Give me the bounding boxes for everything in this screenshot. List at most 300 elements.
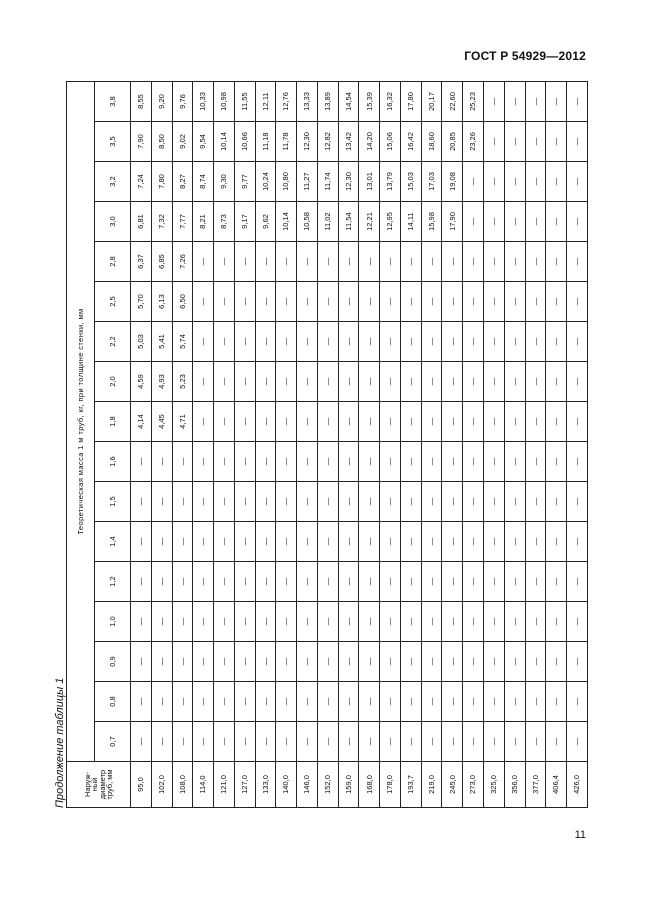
- mass-cell: —: [276, 562, 297, 602]
- mass-cell: —: [504, 402, 525, 442]
- mass-cell: —: [276, 482, 297, 522]
- diameter-cell: 273,0: [463, 762, 484, 808]
- mass-cell: —: [193, 642, 214, 682]
- mass-cell: —: [421, 282, 442, 322]
- mass-cell: —: [151, 562, 172, 602]
- mass-cell: —: [463, 522, 484, 562]
- mass-cell: —: [463, 442, 484, 482]
- thickness-header-cell: 2,8: [95, 242, 131, 282]
- mass-cell: 14,11: [400, 202, 421, 242]
- table-row: [131, 82, 152, 808]
- mass-cell: —: [193, 242, 214, 282]
- mass-cell: —: [131, 562, 152, 602]
- table-row: [338, 82, 359, 808]
- mass-cell: 4,93: [151, 362, 172, 402]
- mass-cell: —: [151, 722, 172, 762]
- mass-cell: —: [234, 602, 255, 642]
- mass-cell: —: [525, 642, 546, 682]
- mass-cell: —: [276, 442, 297, 482]
- mass-cell: —: [442, 442, 463, 482]
- mass-cell: 6,85: [151, 242, 172, 282]
- mass-cell: —: [421, 322, 442, 362]
- mass-cell: —: [484, 162, 505, 202]
- mass-cell: 19,08: [442, 162, 463, 202]
- mass-cell: —: [567, 82, 588, 122]
- mass-cell: —: [338, 242, 359, 282]
- mass-cell: —: [484, 602, 505, 642]
- mass-cell: —: [297, 642, 318, 682]
- mass-cell: 8,74: [193, 162, 214, 202]
- mass-cell: —: [255, 322, 276, 362]
- diameter-cell: 245,0: [442, 762, 463, 808]
- diameter-header-line: диаметр: [97, 769, 107, 800]
- mass-cell: —: [442, 722, 463, 762]
- mass-cell: —: [463, 482, 484, 522]
- mass-cell: —: [172, 562, 193, 602]
- diameter-cell: 146,0: [297, 762, 318, 808]
- mass-cell: —: [525, 602, 546, 642]
- mass-cell: —: [463, 322, 484, 362]
- thickness-header-cell: 0,8: [95, 682, 131, 722]
- mass-cell: —: [380, 642, 401, 682]
- mass-cell: 9,20: [151, 82, 172, 122]
- mass-cell: 6,81: [131, 202, 152, 242]
- mass-cell: —: [214, 242, 235, 282]
- table-row: [484, 82, 505, 808]
- diameter-cell: 114,0: [193, 762, 214, 808]
- rotated-table-wrapper: [66, 81, 588, 808]
- mass-cell: 16,32: [380, 82, 401, 122]
- mass-cell: —: [338, 482, 359, 522]
- thickness-header-cell: 1,0: [95, 602, 131, 642]
- mass-cell: —: [359, 522, 380, 562]
- mass-cell: —: [484, 442, 505, 482]
- mass-cell: —: [525, 122, 546, 162]
- mass-cell: —: [380, 682, 401, 722]
- mass-cell: —: [484, 322, 505, 362]
- mass-cell: 10,58: [297, 202, 318, 242]
- mass-cell: —: [442, 642, 463, 682]
- mass-cell: —: [297, 282, 318, 322]
- mass-cell: —: [276, 602, 297, 642]
- mass-cell: —: [504, 482, 525, 522]
- mass-cell: —: [214, 482, 235, 522]
- mass-cell: —: [172, 682, 193, 722]
- mass-cell: —: [463, 602, 484, 642]
- mass-cell: —: [172, 442, 193, 482]
- mass-cell: —: [359, 362, 380, 402]
- mass-cell: —: [525, 442, 546, 482]
- thickness-header-cell: 3,2: [95, 162, 131, 202]
- mass-cell: —: [400, 722, 421, 762]
- diameter-cell: 152,0: [317, 762, 338, 808]
- mass-cell: —: [525, 82, 546, 122]
- mass-cell: —: [193, 402, 214, 442]
- mass-cell: 25,23: [463, 82, 484, 122]
- mass-cell: 14,54: [338, 82, 359, 122]
- table-row: [276, 82, 297, 808]
- mass-cell: 13,79: [380, 162, 401, 202]
- mass-cell: —: [380, 482, 401, 522]
- mass-cell: —: [504, 362, 525, 402]
- mass-cell: —: [567, 722, 588, 762]
- mass-cell: —: [214, 522, 235, 562]
- pipe-mass-table: [66, 81, 588, 808]
- mass-cell: 5,23: [172, 362, 193, 402]
- mass-cell: —: [338, 402, 359, 442]
- mass-cell: —: [504, 682, 525, 722]
- mass-cell: —: [484, 122, 505, 162]
- mass-cell: —: [214, 642, 235, 682]
- mass-cell: —: [214, 442, 235, 482]
- mass-cell: 12,21: [359, 202, 380, 242]
- mass-cell: —: [193, 722, 214, 762]
- mass-cell: —: [567, 162, 588, 202]
- mass-cell: 15,39: [359, 82, 380, 122]
- mass-cell: —: [400, 682, 421, 722]
- mass-cell: —: [400, 522, 421, 562]
- mass-cell: 7,80: [151, 162, 172, 202]
- mass-cell: —: [276, 722, 297, 762]
- mass-cell: 18,60: [421, 122, 442, 162]
- mass-cell: —: [567, 682, 588, 722]
- mass-cell: 9,77: [234, 162, 255, 202]
- mass-cell: —: [380, 322, 401, 362]
- mass-cell: —: [525, 482, 546, 522]
- mass-cell: —: [567, 482, 588, 522]
- mass-cell: —: [297, 522, 318, 562]
- mass-cell: 8,73: [214, 202, 235, 242]
- mass-cell: —: [255, 682, 276, 722]
- mass-cell: —: [380, 362, 401, 402]
- mass-cell: —: [234, 402, 255, 442]
- mass-cell: —: [400, 242, 421, 282]
- mass-cell: —: [567, 202, 588, 242]
- mass-cell: —: [463, 202, 484, 242]
- mass-cell: —: [297, 322, 318, 362]
- mass-cell: 12,11: [255, 82, 276, 122]
- table-row: [193, 82, 214, 808]
- mass-cell: —: [400, 282, 421, 322]
- diameter-cell: 168,0: [359, 762, 380, 808]
- table-row: [172, 82, 193, 808]
- table-row: [400, 82, 421, 808]
- mass-cell: —: [567, 442, 588, 482]
- mass-cell: 4,45: [151, 402, 172, 442]
- mass-cell: —: [317, 402, 338, 442]
- mass-cell: —: [546, 642, 567, 682]
- thickness-header-cell: 2,2: [95, 322, 131, 362]
- mass-cell: —: [421, 442, 442, 482]
- mass-cell: 8,21: [193, 202, 214, 242]
- mass-cell: —: [546, 162, 567, 202]
- mass-cell: —: [131, 522, 152, 562]
- mass-cell: —: [400, 322, 421, 362]
- mass-cell: —: [234, 482, 255, 522]
- mass-cell: —: [214, 282, 235, 322]
- mass-cell: —: [317, 482, 338, 522]
- mass-cell: —: [255, 722, 276, 762]
- table-row: [151, 82, 172, 808]
- mass-cell: 11,02: [317, 202, 338, 242]
- mass-cell: —: [484, 682, 505, 722]
- mass-cell: —: [525, 522, 546, 562]
- mass-cell: —: [255, 362, 276, 402]
- mass-cell: —: [255, 482, 276, 522]
- mass-cell: —: [359, 482, 380, 522]
- mass-cell: —: [421, 362, 442, 402]
- mass-cell: 15,98: [421, 202, 442, 242]
- thickness-header-cell: 3,5: [95, 122, 131, 162]
- mass-cell: —: [151, 482, 172, 522]
- mass-cell: —: [276, 362, 297, 402]
- mass-cell: —: [525, 242, 546, 282]
- mass-cell: —: [172, 642, 193, 682]
- mass-cell: —: [504, 442, 525, 482]
- mass-cell: —: [400, 402, 421, 442]
- diameter-cell: 178,0: [380, 762, 401, 808]
- mass-cell: —: [525, 362, 546, 402]
- diameter-cell: 406,4: [546, 762, 567, 808]
- mass-cell: 10,14: [214, 122, 235, 162]
- mass-cell: —: [338, 282, 359, 322]
- mass-cell: —: [504, 162, 525, 202]
- mass-cell: 12,95: [380, 202, 401, 242]
- mass-cell: —: [546, 562, 567, 602]
- mass-cell: —: [504, 282, 525, 322]
- mass-cell: —: [338, 642, 359, 682]
- mass-cell: —: [484, 242, 505, 282]
- mass-cell: —: [359, 442, 380, 482]
- mass-cell: —: [546, 122, 567, 162]
- mass-cell: —: [400, 482, 421, 522]
- mass-cell: —: [276, 642, 297, 682]
- mass-cell: —: [567, 362, 588, 402]
- mass-cell: —: [463, 722, 484, 762]
- table-row: [442, 82, 463, 808]
- mass-cell: —: [525, 282, 546, 322]
- mass-cell: —: [421, 562, 442, 602]
- mass-cell: —: [380, 722, 401, 762]
- mass-cell: —: [317, 322, 338, 362]
- mass-cell: —: [546, 202, 567, 242]
- mass-cell: —: [317, 562, 338, 602]
- thickness-header-cell: 0,7: [95, 722, 131, 762]
- mass-cell: —: [338, 602, 359, 642]
- mass-cell: —: [359, 602, 380, 642]
- mass-cell: 13,42: [338, 122, 359, 162]
- mass-cell: —: [234, 642, 255, 682]
- mass-cell: 8,55: [131, 82, 152, 122]
- table-row: [214, 82, 235, 808]
- mass-cell: 5,03: [131, 322, 152, 362]
- mass-cell: —: [525, 562, 546, 602]
- mass-cell: —: [234, 682, 255, 722]
- mass-cell: —: [131, 642, 152, 682]
- mass-cell: 7,90: [131, 122, 152, 162]
- mass-cell: —: [131, 722, 152, 762]
- table-row: [567, 82, 588, 808]
- mass-cell: —: [546, 482, 567, 522]
- mass-cell: —: [463, 682, 484, 722]
- mass-cell: —: [317, 642, 338, 682]
- mass-cell: 6,50: [172, 282, 193, 322]
- mass-cell: —: [484, 722, 505, 762]
- mass-cell: —: [297, 442, 318, 482]
- diameter-cell: 95,0: [131, 762, 152, 808]
- mass-cell: —: [504, 202, 525, 242]
- mass-cell: 20,85: [442, 122, 463, 162]
- table-row: [359, 82, 380, 808]
- table-row: [255, 82, 276, 808]
- mass-cell: —: [546, 322, 567, 362]
- mass-cell: 17,90: [442, 202, 463, 242]
- mass-cell: —: [276, 522, 297, 562]
- mass-cell: 7,77: [172, 202, 193, 242]
- mass-cell: —: [338, 722, 359, 762]
- mass-cell: —: [504, 642, 525, 682]
- mass-cell: 10,24: [255, 162, 276, 202]
- thickness-header-cell: 1,6: [95, 442, 131, 482]
- mass-cell: 12,82: [317, 122, 338, 162]
- mass-cell: —: [380, 442, 401, 482]
- thickness-header-cell: 1,8: [95, 402, 131, 442]
- mass-cell: —: [276, 242, 297, 282]
- mass-cell: 12,30: [338, 162, 359, 202]
- mass-cell: 4,71: [172, 402, 193, 442]
- mass-cell: 15,03: [400, 162, 421, 202]
- mass-cell: —: [172, 482, 193, 522]
- mass-cell: —: [484, 482, 505, 522]
- table-row: [297, 82, 318, 808]
- diameter-cell: 193,7: [400, 762, 421, 808]
- mass-cell: —: [297, 242, 318, 282]
- mass-cell: —: [255, 642, 276, 682]
- diameter-cell: 127,0: [234, 762, 255, 808]
- thickness-header-cell: 2,0: [95, 362, 131, 402]
- mass-cell: 13,33: [297, 82, 318, 122]
- table-row: [380, 82, 401, 808]
- diameter-cell: 121,0: [214, 762, 235, 808]
- mass-cell: 12,76: [276, 82, 297, 122]
- mass-cell: 14,20: [359, 122, 380, 162]
- mass-cell: —: [193, 522, 214, 562]
- mass-cell: —: [255, 282, 276, 322]
- mass-cell: —: [359, 642, 380, 682]
- diameter-cell: 159,0: [338, 762, 359, 808]
- mass-cell: —: [380, 522, 401, 562]
- mass-cell: —: [151, 442, 172, 482]
- mass-cell: —: [317, 442, 338, 482]
- mass-cell: —: [546, 82, 567, 122]
- thickness-header-cell: 1,4: [95, 522, 131, 562]
- mass-cell: —: [504, 602, 525, 642]
- mass-cell: 6,13: [151, 282, 172, 322]
- mass-cell: —: [400, 642, 421, 682]
- diameter-cell: 133,0: [255, 762, 276, 808]
- mass-cell: —: [567, 602, 588, 642]
- mass-cell: —: [297, 482, 318, 522]
- mass-cell: —: [380, 242, 401, 282]
- mass-cell: —: [317, 362, 338, 402]
- mass-cell: —: [463, 402, 484, 442]
- mass-cell: 8,27: [172, 162, 193, 202]
- mass-cell: 10,66: [234, 122, 255, 162]
- wall-thickness-group-header: Теоретическая масса 1 м труб, кг, при толщине стенки, мм: [67, 82, 95, 762]
- mass-cell: —: [567, 522, 588, 562]
- mass-cell: —: [151, 522, 172, 562]
- mass-cell: 5,41: [151, 322, 172, 362]
- diameter-cell: 325,0: [484, 762, 505, 808]
- mass-cell: 20,17: [421, 82, 442, 122]
- mass-cell: —: [234, 362, 255, 402]
- mass-cell: 11,74: [317, 162, 338, 202]
- mass-cell: —: [463, 642, 484, 682]
- mass-cell: —: [421, 722, 442, 762]
- mass-cell: —: [442, 682, 463, 722]
- mass-cell: 10,14: [276, 202, 297, 242]
- mass-cell: 22,60: [442, 82, 463, 122]
- table-row: [504, 82, 525, 808]
- mass-cell: —: [546, 362, 567, 402]
- mass-cell: —: [338, 442, 359, 482]
- mass-cell: —: [546, 242, 567, 282]
- mass-cell: —: [234, 322, 255, 362]
- mass-cell: —: [421, 602, 442, 642]
- mass-cell: —: [193, 602, 214, 642]
- mass-cell: 10,98: [214, 82, 235, 122]
- mass-cell: —: [172, 722, 193, 762]
- mass-cell: —: [234, 522, 255, 562]
- mass-cell: —: [525, 322, 546, 362]
- mass-cell: —: [255, 522, 276, 562]
- mass-cell: —: [442, 282, 463, 322]
- mass-cell: 23,26: [463, 122, 484, 162]
- mass-cell: —: [463, 162, 484, 202]
- mass-cell: —: [297, 602, 318, 642]
- mass-cell: 10,80: [276, 162, 297, 202]
- mass-cell: —: [525, 682, 546, 722]
- mass-cell: —: [504, 522, 525, 562]
- diameter-cell: 108,0: [172, 762, 193, 808]
- mass-cell: —: [546, 522, 567, 562]
- mass-cell: 5,70: [131, 282, 152, 322]
- mass-cell: —: [421, 682, 442, 722]
- thickness-header-cell: 1,2: [95, 562, 131, 602]
- mass-cell: —: [504, 122, 525, 162]
- mass-cell: —: [463, 282, 484, 322]
- mass-cell: —: [442, 562, 463, 602]
- mass-cell: —: [317, 602, 338, 642]
- mass-cell: —: [338, 362, 359, 402]
- table-header: [67, 82, 131, 808]
- mass-cell: —: [131, 482, 152, 522]
- mass-cell: —: [359, 282, 380, 322]
- mass-cell: 9,02: [172, 122, 193, 162]
- mass-cell: 7,26: [172, 242, 193, 282]
- mass-cell: —: [297, 682, 318, 722]
- mass-cell: 4,14: [131, 402, 152, 442]
- mass-cell: —: [338, 322, 359, 362]
- thickness-header-cell: 1,5: [95, 482, 131, 522]
- mass-cell: —: [234, 562, 255, 602]
- mass-cell: —: [255, 562, 276, 602]
- mass-cell: —: [504, 722, 525, 762]
- mass-cell: —: [359, 242, 380, 282]
- mass-cell: —: [193, 362, 214, 402]
- mass-cell: —: [567, 642, 588, 682]
- mass-cell: —: [317, 282, 338, 322]
